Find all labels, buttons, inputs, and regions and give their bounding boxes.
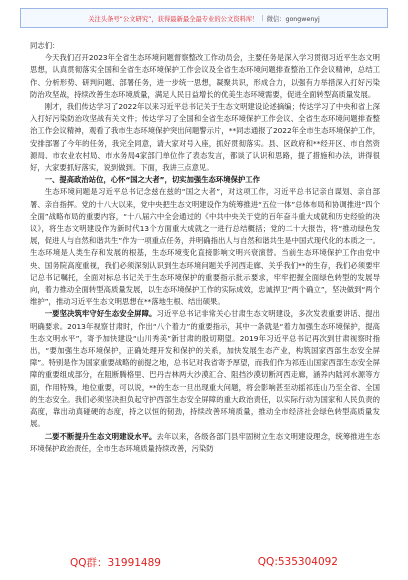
sub-heading: 一要坚决筑牢守好生态安全屏障。 xyxy=(44,309,157,319)
qq-number: QQ:535304092 xyxy=(257,556,338,568)
contact-footer xyxy=(0,553,408,571)
banner-promo-text: 关注头条号“公文研究”，获得最新最全最专业的公文资料库！ xyxy=(88,15,259,23)
section-heading: 一、提高政治站位，心怀“国之大者”，切实加强生态环境保护工作 xyxy=(44,175,260,185)
paragraph: 刚才，我们传达学习了2022年以来习近平总书记关于生态文明建设论述摘编；传达学习了中央和省上深入打好污染防治攻坚战有关文件；传达学习了全国和全省生态环境保护工作会议、全省生态环境问题排查整治工作会议精神，观看了我市生态环境保护突出问题警示片，**同志通报了2022年全市生态环境保护工作，安排部署了今年的任务，我完全同意，请大家对号入座，抓好贯彻落实。县、区政府和**经开区、市自然资源局、市农业农村局、市水务局4家部门单位作了表态发言，都谈了认识和思路，提了措施和办法，讲得很好，大家要抓好落实，说到做到。下面，我讲三点意见。 xyxy=(30,102,380,173)
banner-separator: | xyxy=(261,14,264,22)
banner-contact: 微信：gongwenyj xyxy=(266,15,320,23)
speech-article xyxy=(30,40,380,455)
paragraph: 生态环境问题是习近平总书记念兹在兹的“国之大者”，对这项工作，习近平总书记亲自谋划、亲自部署、亲自指挥。党的十八大以来，党中央把生态文明建设作为统筹推进“五位一体”总体布局和协调推进“四个全面”战略布局的重要内容，“十八届六中全会通过的《中共中央关于党的百年奋斗重大成就和历史经验的决议》，将生态文明建设作为新时代13个方面重大成就之一进行总结概括；党的二十大报告，将“推动绿色发展，促进人与自然和谐共生”作为一项重点任务，并明确指出人与自然和谐共生是中国式现代化的本质之一。生态环境是人类生存和发展的根基，生态环境变化直接影响文明兴衰演替。当前生态环境保护工作由党中央、国务院高度重视，我们必须深刻认识到生态环境问题关乎河西走廊、关乎我们**的生存，我们必须要牢记总书记嘱托，全面对标总书记关于生态环境保护的重要指示批示要求，牢牢把握全面绿色转型的发展导向，着力推动全面转型高质量发展，以生态环境保护工作的实际成效，忠诚捍卫“两个确立”，坚决做到“两个维护”，推动习近平生态文明思想在**落地生根、结出硕果。 xyxy=(30,187,380,307)
paragraph: 今天我们召开2023年全省生态环境问题督察整改工作动员会，主要任务是深入学习贯彻习近平生态文明思想，认真贯彻落实全国和全省生态环境保护工作会议及全省生态环境问题排查整治工作会议精神，总结工作、分析形势、研判问题、部署任务，进一步统一思想，凝聚共识，形成合力，以强有力举措深入打好污染防治攻坚战，持续改善生态环境质量，满足人民日益增长的优美生态环境需要，促进全面转型高质量发展。 xyxy=(30,53,380,99)
promo-banner[interactable] xyxy=(20,8,388,28)
salutation: 同志们： xyxy=(30,41,60,50)
qq-group-number: QQ群：31991489 xyxy=(70,556,161,569)
paragraph: 去年以来，各级各部门县牢固树立生态文明建设理念，统筹推进生态环境保护政治责任，全市生态环境质量持续改善，污染防 xyxy=(30,431,380,453)
sub-heading: 二要不断提升生态文明建设水平。 xyxy=(44,431,157,441)
paragraph: 习近平总书记非常关心甘肃生态文明建设，多次发表重要讲话、提出明确要求。2013年视察甘肃时，作出“八个着力”的重要指示，其中一条就是“着力加强生态环境保护，提高生态文明水平”，寄予加快建设“山川秀美”新甘肃的殷切期望。2019年习近平总书记再次到甘肃视察时指出，“要加强生态环境保护，正确处理开发和保护的关系，加快发展生态产业，构筑国家西部生态安全屏障”。特别是作为国家重要战略的前提之地，总书记对我省寄予厚望，而我们作为祁连山国家西部生态安全屏障的重要组成部分，在阻断腾格里、巴丹吉林两大沙漠汇合、阻挡沙漠切断河西走廊，涵养内陆河水源等方面，作用特殊，地位重要，可以说，**的生态一旦出现重大问题，将会影响甚至动摇祁连山乃至全省、全国的生态安全。我们必须坚决担负起守护西部生态安全屏障的重大政治责任，以实际行动为国家和人民负责的高度，靠出动真碰硬的态度，持之以恒的韧劲，持续改善环境质量，推动全市经济社会绿色转型高质量发展。 xyxy=(30,309,380,429)
